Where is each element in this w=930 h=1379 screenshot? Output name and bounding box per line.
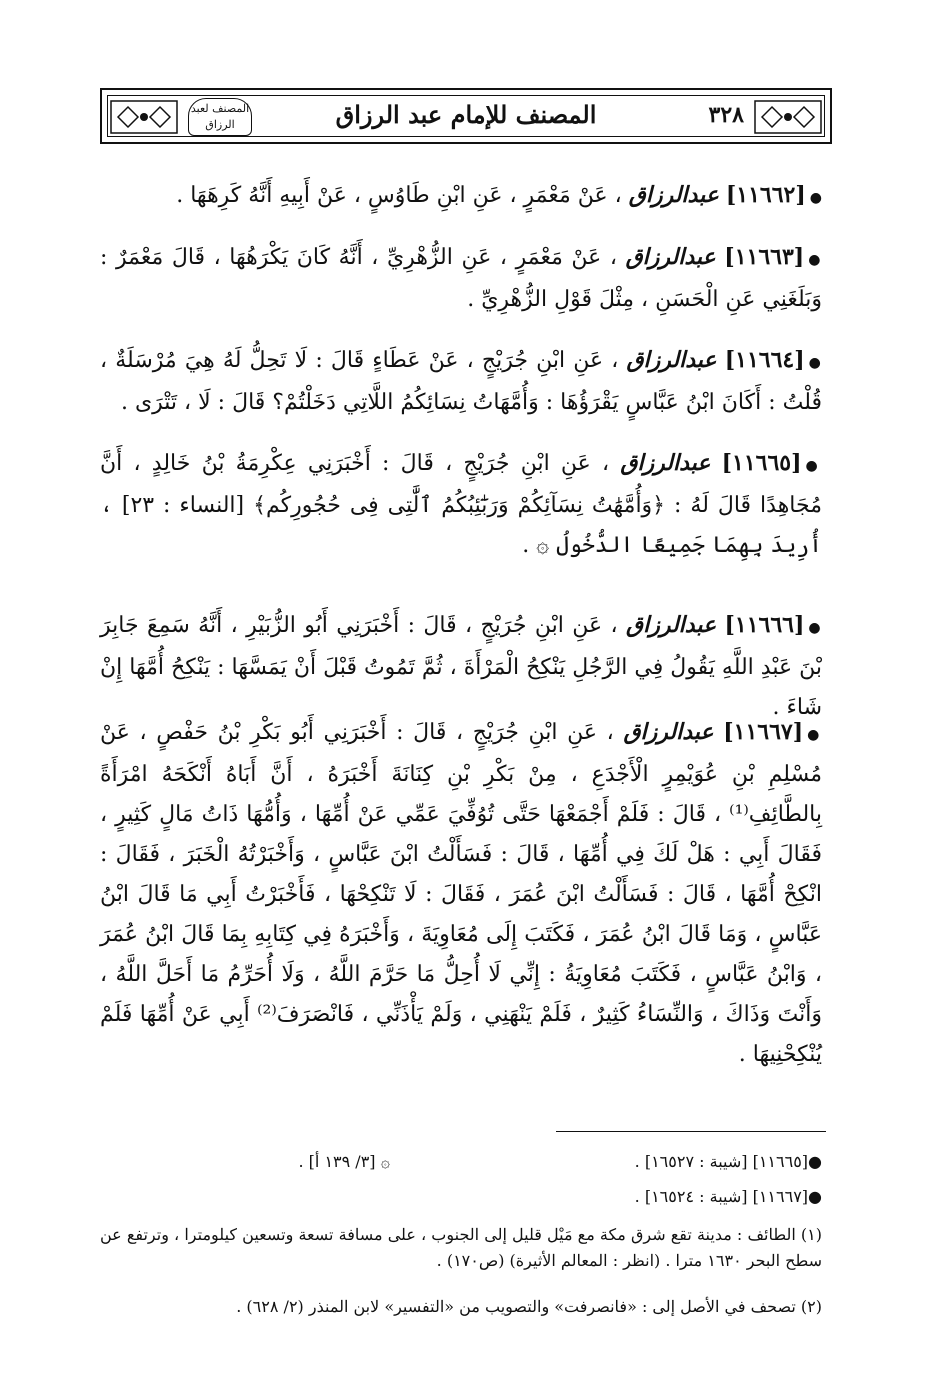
footnote-ref-11667: ●[١١٦٦٧] [شيبة : ١٦٥٢٤] . [634,1187,822,1206]
narrator-name: عبدالرزاق [628,182,719,208]
entry-number: [١١٦٦٥] [721,450,802,476]
narrator-name: عبدالرزاق [623,719,714,745]
entry-11664 [100,340,822,423]
entry-11665 [100,443,822,566]
entry-text: ، عَنْ مَعْمَرٍ ، عَنِ الزُّهْرِيِّ ، أَنَّهُ كَانَ يَكْرَهُهَا ، قَالَ مَعْمَرٌ : وَبَلَغَنِي عَنِ الْحَسَنِ ، مِثْلَ قَوْلِ الزُّهْرِيِّ . [100,245,822,312]
footnote-2: (٢) تصحف في الأصل إلى : «فانصرفت» والتصويب من «التفسير» لابن المنذر (٢/ ٦٢٨) . [236,1297,822,1316]
entry-text: ، عَنْ مَعْمَرٍ ، عَنِ ابْنِ طَاوُسٍ ، عَنْ أَبِيهِ أَنَّهُ كَرِهَهَا . [176,183,622,208]
footnote-1: (١) الطائف : مدينة تقع شرق مكة مع مَيْل قليل إلى الجنوب ، على مسافة تسعة وتسعين كيلومترا ، وترتفع عن سطح البحر ١٦٣٠ مترا . (انظر : المعالم الأثيرة) (ص١٧٠) . [100,1225,822,1270]
ornament-right-icon [754,100,822,134]
bullet-icon: ● [808,620,823,636]
entry-text: ، عَنِ ابْنِ جُرَيْجٍ ، قَالَ : أَخْبَرَنِي أَبُو الزُّبَيْرِ ، أَنَّهُ سَمِعَ جَابِرَ بْنَ عَبْدِ اللَّهِ يَقُولُ فِي الرَّجُلِ يَنْكِحُ الْمَرْأَةَ ، ثُمَّ تَمُوتُ قَبْلَ أَنْ يَمَسَّهَا : يَنْكِحُ أُمَّهَا إِنْ شَاءَ . [100,613,822,720]
entry-text: ، عَنِ ابْنِ جُرَيْجٍ ، قَالَ : أَخْبَرَنِي أَبُو بَكْرِ بْنُ حَفْصٍ ، عَنْ مُسْلِمِ بْنِ عُوَيْمِرٍ الْأَجْدَعِ ، مِنْ بَكْرِ بْنِ كِنَانَةَ أَخْبَرَهُ ، أَنَّ أَبَاهُ أَنْكَحَهُ امْرَأَةً بِالطَّائِفِ⁽¹⁾ ، قَالَ : فَلَمْ أَجْمَعْهَا حَتَّى تُوُفِّيَ عَمِّي عَنْ أُمِّهَا ، وَأُمُّهَا ذَاتُ مَالٍ كَثِيرٍ ، فَقَالَ أَبِي : هَلْ لَكَ فِي أُمِّهَا ، قَالَ : فَسَأَلْتُ ابْنَ عَبَّاسٍ ، وَأَخْبَرْتُهُ الْخَبَرَ ، فَقَالَ : انْكِحْ أُمَّهَا ، قَالَ : فَسَأَلْتُ ابْنَ عُمَرَ ، فَقَالَ : لَا تَنْكِحْهَا ، فَأَخْبَرْتُ أَبِي مَا قَالَ ابْنُ عَبَّاسٍ ، وَمَا قَالَ ابْنُ عُمَرَ ، فَكَتَبَ إِلَى مُعَاوِيَةَ ، وَأَخْبَرَهُ فِي كِتَابِهِ بِمَا قَالَ ابْنُ عُمَرَ ، وَابْنُ عَبَّاسٍ ، فَكَتَبَ مُعَاوِيَةُ : إِنِّي لَا أُحِلُّ مَا حَرَّمَ اللَّهُ ، وَلَا أُحَرِّمُ مَا أَحَلَّ اللَّهُ ، وَأَنْتَ وَذَاكَ ، وَالنِّسَاءُ كَثِيرٌ ، فَلَمْ يَنْهَنِي ، وَلَمْ يَأْذَنِّي ، فَانْصَرَفَ⁽²⁾ أَبِي عَنْ أُمِّهَا فَلَمْ يُنْكِحْنِيهَا . [100,720,822,1067]
narrator-name: عبدالرزاق [620,450,711,476]
footnote-separator [556,1131,826,1132]
bullet-icon: ● [807,727,823,743]
entry-number: [١١٦٦٢] [725,182,806,208]
page-number: ٣٢٨ [708,102,744,128]
bullet-icon: ● [805,458,822,474]
ornament-left-icon [110,100,178,134]
narrator-name: عبدالرزاق [625,244,716,270]
entry-number: [١١٦٦٣] [724,244,805,270]
entry-number: [١١٦٦٦] [724,612,805,638]
entry-11667 [100,712,822,1075]
entry-11662 [100,175,822,218]
entry-11663 [100,237,822,320]
bullet-icon: ● [808,252,823,268]
footnote-folio-ref: ۞ [٣/ ١٣٩ أ] . [298,1152,390,1171]
entry-11666 [100,605,822,728]
entry-text: ، عَنِ ابْنِ جُرَيْجٍ ، عَنْ عَطَاءٍ قَالَ : لَا تَحِلُّ لَهُ هِيَ مُرْسَلَةٌ ، قُلْتُ : أَكَانَ ابْنُ عَبَّاسٍ يَقْرَؤُهَا : وَأُمَّهَاتُ نِسَائِكُمُ اللَّاتِي دَخَلْتُمْ؟ قَالَ : لَا ، تَتْرَى . [100,348,822,415]
narrator-name: عبدالرزاق [626,612,717,638]
page-header [100,88,832,144]
entry-text: ، عَنِ ابْنِ جُرَيْجٍ ، قَالَ : أَخْبَرَنِي عِكْرِمَةُ بْنُ خَالِدٍ ، أَنَّ مُجَاهِدًا قَالَ لَهُ : ﴿وَأُمَّهَٰتُ نِسَآئِكُمْ وَرَبَٰٓئِبُكُمُ ٱلَّٰتِى فِى حُجُورِكُم﴾ [النساء : ٢٣] ، أُرِيدَ بِهِمَا جَمِيعًا الدُّخُولُ ۞ . [100,451,822,558]
running-title: المصنف للإمام عبد الرزاق [335,100,597,129]
entry-number: [١١٦٦٧] [723,719,804,745]
footnote-ref-11665: ●[١١٦٦٥] [شيبة : ١٦٥٢٧] . [634,1152,822,1171]
book-logo: المصنف لعبد الرزاق [188,98,252,136]
bullet-icon: ● [808,355,823,371]
bullet-icon: ● [809,190,822,206]
narrator-name: عبدالرزاق [626,347,717,373]
entry-number: [١١٦٦٤] [724,347,805,373]
